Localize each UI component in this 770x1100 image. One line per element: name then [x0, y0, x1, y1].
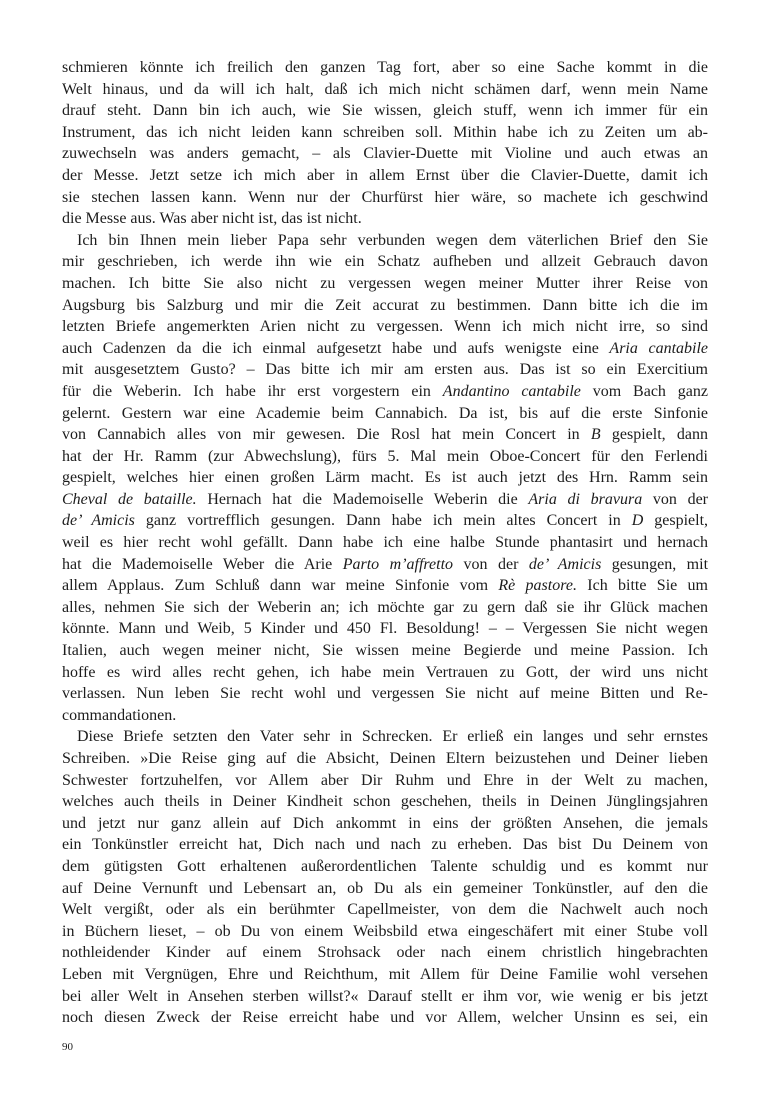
paragraph [62, 57, 708, 230]
text-line [62, 748, 708, 770]
text-segment: zuwechseln was anders gemacht, – als Clavier-Duette mit Violine und auch etwas an [62, 145, 708, 163]
text-line [62, 1007, 708, 1029]
text-line [62, 165, 708, 187]
italic-text-segment: B [590, 426, 601, 444]
text-segment: commandationen. [62, 706, 177, 724]
text-line [62, 942, 708, 964]
text-block [62, 57, 708, 1029]
text-segment: schmieren könnte ich freilich den ganzen Tag fort, aber so eine Sache kommt in die [62, 59, 708, 76]
text-segment: Augsburg bis Salzburg und mir die Zeit accurat zu bestimmen. Dann bitte ich die im [62, 296, 708, 314]
text-line [62, 57, 708, 79]
text-line [62, 921, 708, 943]
text-line [62, 251, 708, 273]
text-segment: der Messe. Jetzt setze ich mich aber in allem Ernst über die Clavier-Duette, damit ich [62, 166, 708, 184]
text-segment: Italien, auch wegen meiner nicht, Sie wissen meine Begierde und meine Passion. Ich [62, 642, 708, 660]
text-segment: gesungen, mit [601, 555, 708, 573]
text-segment: vom Bach ganz [580, 382, 708, 400]
text-segment: gelernt. Gestern war eine Academie beim Cannabich. Da ist, bis auf die erste Sinfonie [62, 404, 708, 422]
text-segment: noch diesen Zweck der Reise erreicht habe und vor Allem, welcher Unsinn es sei, ein [62, 1009, 708, 1027]
text-segment: mir geschrieben, ich werde ihn wie ein Schatz aufheben und allzeit Gebrauch davon [62, 253, 708, 271]
text-line [62, 532, 708, 554]
text-line [62, 100, 708, 122]
text-segment: auf Deine Vernunft und Lebensart an, ob Du als ein gemeiner Tonkünstler, auf den die [62, 879, 708, 897]
text-segment: allem Applaus. Zum Schluß dann war meine Sinfonie vom [62, 577, 499, 595]
text-line [62, 813, 708, 835]
text-segment: nothleidender Kinder auf einem Strohsack oder nach einem christlich hingebrachten [62, 944, 708, 962]
text-segment: machen. Ich bitte Sie also nicht zu vergessen wegen meiner Mutter ihrer Reise von [62, 274, 708, 292]
italic-text-segment: Aria di bravura [528, 490, 643, 508]
text-segment: bei aller Welt in Ansehen sterben willst?« Darauf stellt er ihm vor, wie wenig er bis jetzt [62, 987, 708, 1005]
text-line [62, 273, 708, 295]
text-segment: sie stechen lassen kann. Wenn nur der Churfürst hier wäre, so machete ich geschwind [62, 188, 708, 206]
text-segment: für die Weberin. Ich habe ihr erst vorgestern ein [62, 382, 443, 400]
text-segment: von der [642, 490, 708, 508]
text-line [62, 834, 708, 856]
text-segment: verlassen. Nun leben Sie recht wohl und vergessen Sie nicht auf meine Bitten und Re- [62, 685, 708, 703]
italic-text-segment: Parto m’affretto [342, 555, 454, 573]
text-segment: drauf steht. Dann bin ich auch, wie Sie wissen, gleich stuff, wenn ich immer für ein [62, 102, 708, 120]
text-line [62, 899, 708, 921]
text-line [62, 446, 708, 468]
text-line [62, 856, 708, 878]
text-segment: und jetzt nur ganz allein auf Dich ankommt in eins der größten Ansehen, die jemals [62, 814, 708, 832]
text-line [62, 986, 708, 1008]
text-line [62, 575, 708, 597]
text-segment: mit ausgesetztem Gusto? – Das bitte ich mir am ersten aus. Das ist so ein Exercitium [62, 361, 708, 379]
paragraph [62, 726, 708, 1028]
text-segment: hat der Hr. Ramm (zur Abwechslung), fürs 5. Mal mein Oboe-Concert für den Ferlendi [62, 447, 708, 465]
italic-text-segment: de’ Amicis [528, 555, 602, 573]
text-line [62, 381, 708, 403]
text-line [62, 424, 708, 446]
text-segment: hoffe es wird alles recht gehen, ich habe mein Vertrauen zu Gott, der wird uns nicht [62, 663, 708, 681]
text-segment: von der [453, 555, 529, 573]
text-line [62, 791, 708, 813]
text-line [62, 554, 708, 576]
text-segment: Schwester fortzuhelfen, vor Allem aber Dir Ruhm und Ehre in der Welt zu machen, [62, 771, 708, 789]
text-line [62, 316, 708, 338]
text-line [62, 208, 708, 230]
text-segment: dem gütigsten Gott erhaltenen außerordentlichen Talente schuldig und es kommt nur [62, 857, 708, 875]
text-segment: Ich bitte Sie um [576, 577, 708, 595]
text-line [62, 489, 708, 511]
text-segment: ein Tonkünstler erreicht hat, Dich nach und nach zu erheben. Das bist Du Deinem von [62, 836, 708, 854]
text-segment: gespielt, welches hier einen großen Lärm macht. Es ist auch jetzt des Hrn. Ramm sein [62, 469, 708, 487]
text-segment: in Büchern lieset, – ob Du von einem Weibsbild etwa eingeschäfert mit einer Stube voll [62, 922, 708, 940]
text-segment: Welt vergißt, oder als ein berühmter Capellmeister, von dem die Nachwelt auch noch [62, 901, 708, 919]
text-line [62, 683, 708, 705]
text-line [62, 122, 708, 144]
text-segment: hat die Mademoiselle Weber die Arie [62, 555, 343, 573]
text-line [62, 338, 708, 360]
text-line [62, 359, 708, 381]
text-line [62, 403, 708, 425]
text-segment: gespielt, dann [600, 426, 708, 444]
text-line [62, 662, 708, 684]
text-line [62, 230, 708, 252]
text-segment: weil es hier recht wohl gefällt. Dann habe ich eine halbe Stunde phantasirt und hernach [62, 534, 708, 552]
italic-text-segment: Rè pastore. [498, 577, 577, 595]
text-segment: Schreiben. »Die Reise ging auf die Absicht, Deinen Eltern beizustehen und Deiner lieben [62, 750, 708, 767]
italic-text-segment: de’ Amicis [62, 512, 135, 530]
text-line [62, 640, 708, 662]
text-segment: Leben mit Vergnügen, Ehre und Reichthum, mit Allem für Deine Familie wohl versehen [62, 965, 708, 983]
page-number: 90 [62, 1041, 73, 1053]
text-segment: Ich bin Ihnen mein lieber Papa sehr verbunden wegen dem väterlichen Brief den Sie [77, 231, 708, 249]
text-segment: letzten Briefe angemerkten Arien nicht zu vergessen. Wenn ich mich nicht irre, so sind [62, 318, 708, 336]
text-segment: Welt hinaus, und da will ich halt, daß ich mich nicht schämen darf, wenn mein Name [62, 80, 708, 98]
text-line [62, 726, 708, 748]
text-line [62, 878, 708, 900]
text-line [62, 143, 708, 165]
text-segment: von Cannabich alles von mir gewesen. Die Rosl hat mein Concert in [62, 426, 591, 444]
text-line [62, 618, 708, 640]
text-segment: ganz vortrefflich gesungen. Dann habe ich mein altes Concert in [134, 512, 632, 530]
text-segment: welches auch theils in Deiner Kindheit schon geschehen, theils in Deinen Jünglingsjahren [62, 793, 708, 811]
italic-text-segment: Cheval de bataille. [62, 490, 197, 508]
text-line [62, 467, 708, 489]
text-segment: Instrument, das ich nicht leiden kann schreiben soll. Mithin habe ich zu Zeiten um ab- [62, 123, 708, 141]
text-segment: die Messe aus. Was aber nicht ist, das ist nicht. [62, 210, 362, 228]
text-line [62, 597, 708, 619]
text-segment: alles, nehmen Sie sich der Weberin an; ich möchte gar zu gern daß sie ihr Glück machen [62, 598, 708, 616]
text-line [62, 510, 708, 532]
text-segment: Hernach hat die Mademoiselle Weberin die [196, 490, 529, 508]
text-line [62, 705, 708, 727]
text-segment: auch Cadenzen da die ich einmal aufgesetzt habe und aufs wenigste eine [62, 339, 610, 357]
text-line [62, 964, 708, 986]
italic-text-segment: Aria cantabile [609, 339, 708, 357]
italic-text-segment: D [631, 512, 644, 530]
text-segment: gespielt, [643, 512, 708, 530]
text-line [62, 295, 708, 317]
paragraph [62, 230, 708, 727]
text-segment: Diese Briefe setzten den Vater sehr in Schrecken. Er erließ ein langes und sehr ernstes [77, 728, 708, 746]
italic-text-segment: Andantino cantabile [442, 382, 581, 400]
text-line [62, 187, 708, 209]
text-segment: könnte. Mann und Weib, 5 Kinder und 450 Fl. Besoldung! – – Vergessen Sie nicht wegen [62, 620, 708, 638]
text-line [62, 770, 708, 792]
text-line [62, 79, 708, 101]
